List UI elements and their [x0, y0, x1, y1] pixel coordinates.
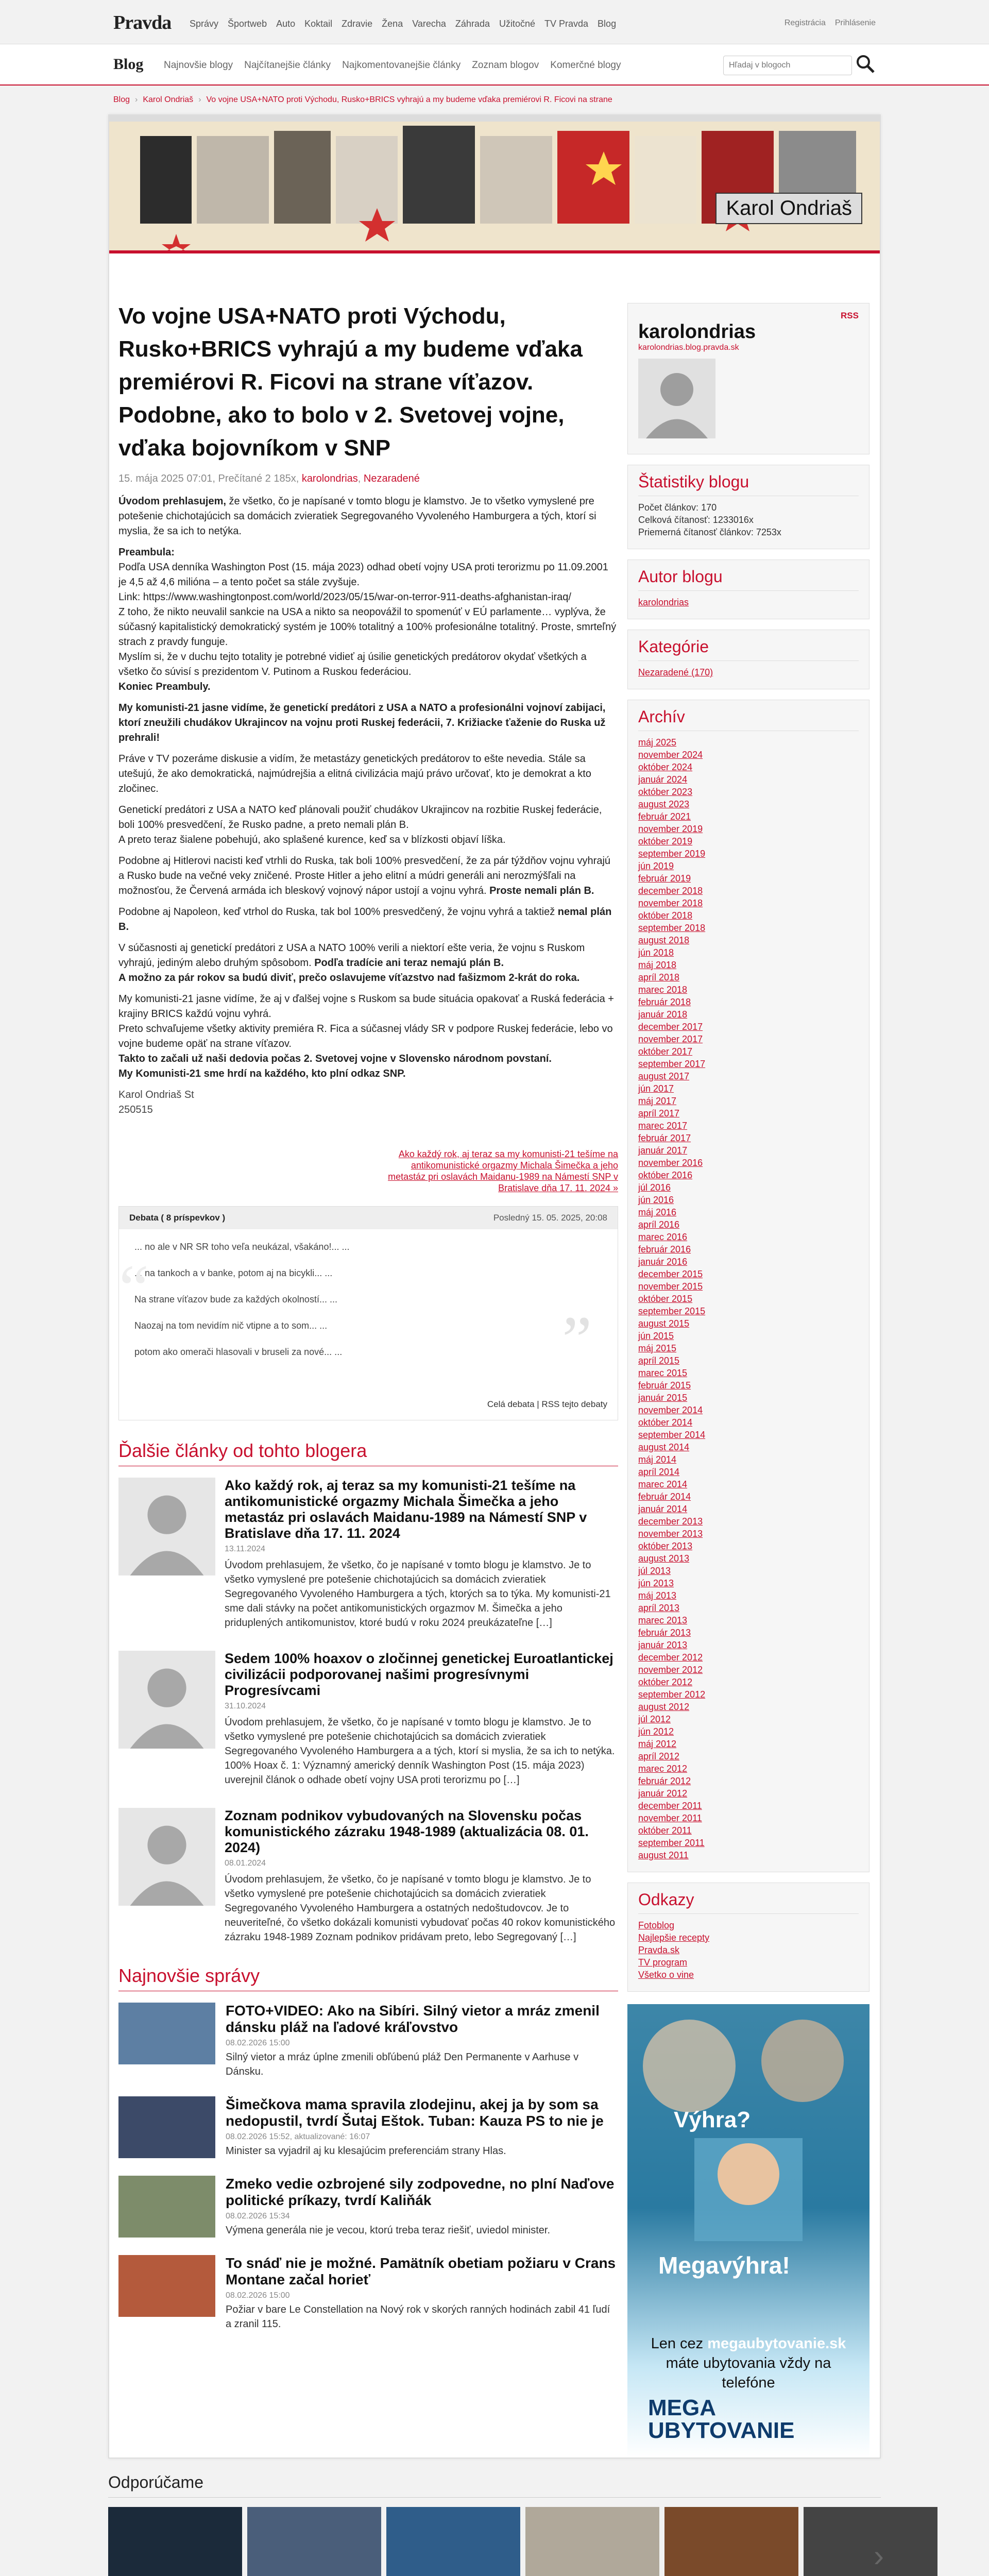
- archive-month-link[interactable]: marec 2013: [638, 1615, 688, 1625]
- news-thumbnail: [118, 2003, 215, 2064]
- recommended-image: [525, 2507, 659, 2576]
- archive-month-link[interactable]: október 2016: [638, 1170, 693, 1180]
- top-bar: [0, 0, 989, 44]
- archive-month-link[interactable]: december 2017: [638, 1022, 703, 1032]
- top-nav-item[interactable]: Žena: [382, 19, 403, 29]
- article-text: [225, 1651, 618, 1787]
- top-nav-item[interactable]: Správy: [190, 19, 219, 29]
- archive-month-link[interactable]: september 2012: [638, 1689, 706, 1700]
- news-excerpt: Silný vietor a mráz úplne zmenili obľúbenú pláž Den Permanente v Aarhuse v Dánsku.: [226, 2052, 579, 2077]
- ad-headline-1: Výhra?: [674, 2107, 751, 2132]
- archive-month-link[interactable]: august 2014: [638, 1442, 690, 1452]
- pravda-logo[interactable]: Pravda: [113, 12, 172, 33]
- archive-month-link[interactable]: október 2018: [638, 910, 693, 921]
- archive-month-link[interactable]: apríl 2013: [638, 1603, 680, 1613]
- recommended-image: [247, 2507, 381, 2576]
- blog-nav-item[interactable]: Komerčné blogy: [550, 60, 621, 71]
- article-text: [225, 1808, 618, 1944]
- archive-month-link[interactable]: november 2012: [638, 1665, 703, 1675]
- archive-month-link[interactable]: máj 2012: [638, 1739, 677, 1749]
- debate-rss-link[interactable]: RSS tejto debaty: [541, 1399, 607, 1409]
- blog-stats-box: [627, 465, 869, 549]
- archive-month-link[interactable]: október 2011: [638, 1825, 692, 1836]
- archive-month-link[interactable]: júl 2016: [638, 1182, 671, 1193]
- recommended-image: [386, 2507, 520, 2576]
- previous-article-link[interactable]: Ako každý rok, aj teraz sa my komunisti-21 tešíme na antikomunistické orgazmy Michala Šimečka a jeho metastáz pri oslavách Maidanu-1989 na Námestí SNP v Bratislave dňa 17. 11. 2024 »: [388, 1149, 618, 1193]
- news-text: [226, 2176, 618, 2238]
- stat-line: Priemerná čítanosť článkov: 7253x: [638, 527, 781, 537]
- stat-line: Celková čítanosť: 1233016x: [638, 515, 754, 525]
- paragraph: Genetickí predátori z USA a NATO keď plánovali použiť chudákov Ukrajincov na rozbitie Ruskej federácie, boli 100% presvedčení, že Rusko padne, a preto nemali plán B. A preto teraz šialene pobehujú, ako splašené kurence, keď sa v blízkosti objaví líška.: [118, 804, 602, 845]
- archive-box: [627, 700, 869, 1872]
- recommended-heading: Odporúčame: [108, 2473, 881, 2498]
- archive-month-link[interactable]: apríl 2012: [638, 1751, 680, 1761]
- banner-collage: [109, 115, 880, 250]
- news-date: 08.02.2026 15:52, aktualizované: 16:07: [226, 2132, 370, 2141]
- archive-month-link[interactable]: október 2017: [638, 1046, 693, 1057]
- article-date-reads: 15. mája 2025 07:01, Prečítané 2 185x,: [118, 473, 299, 484]
- search-icon[interactable]: [855, 54, 876, 74]
- archive-month-link[interactable]: máj 2018: [638, 960, 677, 970]
- more-article-date: 31.10.2024: [225, 1702, 266, 1710]
- article-avatar: [118, 1651, 215, 1749]
- paragraph: My komunisti-21 jasne vidíme, že aj v ďalšej vojne s Ruskom sa bude situácia opakovať a Ruská federácia + krajiny BRICS každú vojnu vyhrá. Preto schvaľujeme všetky aktivity premiéra R. Fica a súčasnej vlády SR v podpore Ruskej federácie, lebo vo vojne budeme opäť na strane víťazov. Takto to začali už naši dedovia počas 2. Svetovej vojne v Slovensko národnom povstaní. My Komunisti-21 sme hrdí na každého, kto plní odkaz SNP.: [118, 993, 614, 1079]
- archive-month-link[interactable]: január 2012: [638, 1788, 688, 1799]
- news-thumbnail: [118, 2176, 215, 2238]
- top-nav-item[interactable]: Auto: [276, 19, 296, 29]
- archive-month-link[interactable]: máj 2013: [638, 1590, 677, 1601]
- paragraph: Podobne aj Napoleon, keď vtrhol do Ruska, tak bol 100% presvedčený, že vojnu vyhrá a taktiež nemal plán B.: [118, 906, 612, 933]
- archive-month-link[interactable]: máj 2014: [638, 1454, 677, 1465]
- recommended-card[interactable]: [247, 2507, 381, 2576]
- debate-items: [119, 1229, 618, 1399]
- archive-month-link[interactable]: október 2023: [638, 787, 693, 797]
- more-article-excerpt: Úvodom prehlasujem, že všetko, čo je napísané v tomto blogu je klamstvo. Je to všetko vymyslené pre potešenie chichotajúcich sa domácich zvieratiek Segregovaného Vyvoleného Hamburgera a a tých, ktorí si myslia, že sa ich to netýka. 100% Hoax č. 1: Významný americký denník Washington Post (15. mája 2023) uverejnil článok o odhade obetí vojny USA proti terorizmu po […]: [225, 1717, 615, 1786]
- article-avatar: [118, 1808, 215, 1906]
- more-article-date: 08.01.2024: [225, 1859, 266, 1868]
- paragraph: Podobne aj Hitlerovi nacisti keď vtrhli do Ruska, tak boli 100% presvedčení, že za pár týždňov vojnu vyhrajú a Rusko bude na večné veky zničené. Proste Hitler a jeho elitní a múdri generáli ani nerozmýšľali na možnosťou, že Červená armáda ich bleskový vojnový nápor ustojí a vojnu vyhrá. Proste nemali plán B.: [118, 855, 611, 896]
- author-link[interactable]: karolondrias: [301, 473, 358, 484]
- archive-month-link[interactable]: október 2024: [638, 762, 693, 772]
- debate-comment[interactable]: potom ako omerači hlasovali v bruseli za nové... ...: [134, 1347, 343, 1357]
- archive-month-link[interactable]: február 2018: [638, 997, 691, 1007]
- news-item[interactable]: [118, 2255, 618, 2331]
- archive-month-link[interactable]: apríl 2015: [638, 1355, 680, 1366]
- carousel-next-icon[interactable]: ›: [874, 2538, 884, 2573]
- news-title[interactable]: FOTO+VIDEO: Ako na Sibíri. Silný vietor a mráz zmenil dánsku pláž na ľadové kráľovstvo: [226, 2003, 600, 2035]
- archive-month-link[interactable]: december 2011: [638, 1801, 702, 1811]
- news-text: [226, 2003, 618, 2079]
- archive-month-link[interactable]: marec 2018: [638, 985, 688, 995]
- avatar-placeholder-icon: [118, 1478, 215, 1575]
- archive-month-link[interactable]: január 2015: [638, 1393, 688, 1403]
- archive-month-link[interactable]: november 2024: [638, 750, 703, 760]
- paragraph: My komunisti-21 jasne vidíme, že genetickí predátori z USA a NATO a profesionálni vojnoví zabijaci, ktorí zneužili chudákov Ukrajincov na vojnu proti Ruskej federácii, 7. Križiacke ťaženie do Ruska už prehrali!: [118, 702, 606, 743]
- more-article-date: 13.11.2024: [225, 1545, 265, 1553]
- top-nav-item[interactable]: Blog: [598, 19, 617, 29]
- sidebar-link[interactable]: Pravda.sk: [638, 1945, 680, 1955]
- archive-month-link[interactable]: apríl 2014: [638, 1467, 680, 1477]
- archive-month-link[interactable]: september 2011: [638, 1838, 705, 1848]
- avatar-placeholder-icon: [118, 1808, 215, 1906]
- sidebar-link[interactable]: Všetko o vine: [638, 1970, 694, 1980]
- blog-stats-heading: Štatistiky blogu: [638, 472, 859, 496]
- more-article-excerpt: Úvodom prehlasujem, že všetko, čo je napísané v tomto blogu je klamstvo. Je to všetko vymyslené pre potešenie chichotajúcich sa domácich zvieratiek Segregovaného Vyvoleného Hamburgera a ostatných nedoštudovcov. Je to neuveriteľné, čo všetko dokázali komunisti vybudovať počas 40 rokov komunistického zázraku 1948-1989 Zoznam podnikov pridávam preto, lebo Segregovaný […]: [225, 1874, 616, 1943]
- archive-month-link[interactable]: apríl 2018: [638, 972, 680, 982]
- archive-month-link[interactable]: november 2017: [638, 1034, 703, 1044]
- breadcrumb-item[interactable]: Karol Ondriaš: [143, 95, 194, 104]
- archive-month-link[interactable]: október 2015: [638, 1294, 693, 1304]
- more-article-excerpt: Úvodom prehlasujem, že všetko, čo je napísané v tomto blogu je klamstvo. Je to všetko vymyslené pre potešenie chichotajúcich sa domácich zvieratiek Segregovaného Vyvoleného Hamburgera a tých, ktorých sa to týka. My komunisti-21 sme dali stávky na počet antikomunistických orgazmov M. Šimečka a jeho priduplených antikomunistov, ktoré budú v roku 2024 preukázateľne […]: [225, 1560, 611, 1629]
- archive-month-link[interactable]: január 2017: [638, 1145, 688, 1156]
- article-body: [118, 494, 618, 1117]
- archive-month-link[interactable]: január 2016: [638, 1257, 688, 1267]
- archive-month-link[interactable]: júl 2013: [638, 1566, 671, 1576]
- breadcrumb-separator: ›: [198, 95, 201, 104]
- sidebar-link[interactable]: Najlepšie recepty: [638, 1933, 710, 1943]
- archive-month-link[interactable]: august 2017: [638, 1071, 690, 1081]
- blogger-name[interactable]: karolondrias: [638, 321, 756, 343]
- news-text: [226, 2255, 618, 2331]
- recommended-card[interactable]: [525, 2507, 659, 2576]
- paragraph: V súčasnosti aj genetickí predátori z USA a NATO 100% verili a niektorí ešte veria, že vojnu s Ruskom vyhrajú, jediným alebo druhým spôsobom. Podľa tradície ani teraz nemajú plán B. A možno za pár rokov sa budú diviť, prečo oslavujeme víťazstvo nad fašizmom 2-krát do roka.: [118, 942, 585, 984]
- top-nav-item[interactable]: Koktail: [304, 19, 333, 29]
- archive-month-link[interactable]: september 2014: [638, 1430, 706, 1440]
- categories-heading: Kategórie: [638, 637, 859, 661]
- blog-nav-bar: [0, 44, 989, 86]
- archive-month-link[interactable]: október 2012: [638, 1677, 693, 1687]
- archive-month-link[interactable]: marec 2016: [638, 1232, 688, 1242]
- more-article[interactable]: [118, 1478, 618, 1630]
- news-item[interactable]: [118, 2176, 618, 2238]
- ad-banner[interactable]: [627, 2004, 869, 2458]
- quote-open-icon: “: [119, 1251, 149, 1326]
- archive-month-link[interactable]: február 2013: [638, 1628, 691, 1638]
- news-thumbnail: [118, 2255, 215, 2317]
- full-debate-link[interactable]: Celá debata: [487, 1399, 535, 1409]
- blog-nav-item[interactable]: Zoznam blogov: [472, 60, 539, 71]
- sidebar: [627, 253, 869, 2458]
- blog-nav-item[interactable]: Najnovšie blogy: [164, 60, 233, 71]
- archive-month-link[interactable]: január 2018: [638, 1009, 688, 1020]
- archive-month-link[interactable]: február 2021: [638, 811, 691, 822]
- more-article-title[interactable]: Sedem 100% hoaxov o zločinnej genetickej Euroatlantickej civilizácii podporovanej našimi progresívnymi Progresívcami: [225, 1651, 613, 1698]
- news-title[interactable]: Zmeko vedie ozbrojené sily zodpovedne, no plní Naďove politické príkazy, tvrdí Kaliňák: [226, 2176, 615, 2208]
- recommended-image: [804, 2507, 937, 2576]
- archive-month-link[interactable]: november 2011: [638, 1813, 702, 1823]
- more-article[interactable]: [118, 1808, 618, 1944]
- debate-title[interactable]: Debata ( 8 príspevkov ): [129, 1213, 226, 1223]
- preamble: Preambula: Podľa USA denníka Washington Post (15. mája 2023) odhad obetí vojny USA proti terorizmu po 11.09.2001 je 4,5 až 4,6 milióna – a tento počet sa stále zvyšuje. Link: https://www.washingtonpost.com/world/2023/05/15/war-on-terror-911-deaths-afghanistan-iraq/ Z toho, že nikto neuvalil sankcie na USA a nikto sa neopovážil to spomenúť v EÚ parlamente… vyplýva, že súčasný kapitalistický demokratický systém je 100% totalitný a 100% profesionálne totalitný. Proste, smrteľný strach z pravdy funguje. Myslím si, že v duchu tejto totality je potrebné vidieť aj úsilie genetických predátorov okydať všetkých a všetko čo súvisí s prezidentom V. Putinom a Ruskou federáciou. Koniec Preambuly.: [118, 547, 617, 692]
- ad-brand-logo: MEGA UBYTOVANIE: [648, 2395, 795, 2443]
- author-link[interactable]: karolondrias: [638, 597, 689, 607]
- more-articles-list: [118, 1478, 618, 1944]
- blogger-url[interactable]: karolondrias.blog.pravda.sk: [638, 343, 739, 352]
- avatar-placeholder-icon: [638, 359, 715, 438]
- archive-month-link[interactable]: august 2018: [638, 935, 690, 945]
- archive-month-link[interactable]: jún 2015: [638, 1331, 674, 1341]
- paragraph: Práve v TV pozeráme diskusie a vidím, že metastázy genetických predátorov to ešte nevedia. Stále sa utešujú, že ako demokratická, najmúdrejšia a elitná civilizácia majú právo určovať, kto je demokrat a kto zločinec.: [118, 753, 591, 794]
- archive-month-link[interactable]: august 2023: [638, 799, 690, 809]
- top-nav: [190, 19, 616, 29]
- top-nav-item[interactable]: Záhrada: [455, 19, 490, 29]
- latest-news-list: [118, 2003, 618, 2331]
- top-nav-item[interactable]: TV Pravda: [544, 19, 589, 29]
- recommended-card[interactable]: [386, 2507, 520, 2576]
- archive-month-link[interactable]: august 2011: [638, 1850, 689, 1860]
- category-link[interactable]: Nezaradené (170): [638, 667, 713, 677]
- archive-month-link[interactable]: október 2019: [638, 836, 693, 846]
- recommended-card[interactable]: [664, 2507, 798, 2576]
- archive-month-link[interactable]: máj 2017: [638, 1096, 677, 1106]
- recommended-image: [108, 2507, 242, 2576]
- breadcrumb-separator: ›: [135, 95, 138, 104]
- ad-text: Len cez megaubytovanie.sk máte ubytovania vždy na telefóne: [651, 2335, 846, 2391]
- stat-line: Počet článkov: 170: [638, 502, 717, 513]
- breadcrumb-item[interactable]: Vo vojne USA+NATO proti Východu, Rusko+BRICS vyhrajú a my budeme vďaka premiérovi R. Ficovi na strane: [206, 95, 612, 104]
- blogger-profile: [627, 303, 869, 454]
- article-title: Vo vojne USA+NATO proti Východu, Rusko+BRICS vyhrajú a my budeme vďaka premiérovi R. Ficovi na strane víťazov. Podobne, ako to bolo v 2. Svetovej vojne, vďaka bojovníkom v SNP: [118, 303, 583, 461]
- archive-month-link[interactable]: november 2015: [638, 1281, 703, 1292]
- search-input[interactable]: [723, 56, 852, 75]
- paragraph: Úvodom prehlasujem, že všetko, čo je napísané v tomto blogu je klamstvo. Je to všetko vymyslené pre potešenie chichotajúcich sa domácich zvieratiek Segregovaného Vyvoleného Hamburgera a tých, ktorí si myslia, že sa ich to netýka.: [118, 496, 596, 537]
- top-nav-item[interactable]: Varecha: [412, 19, 446, 29]
- archive-month-link[interactable]: júl 2012: [638, 1714, 671, 1724]
- more-article-title[interactable]: Zoznam podnikov vybudovaných na Slovensku počas komunistického zázraku 1948-1989 (aktualizácia 08. 01. 2024): [225, 1808, 589, 1855]
- blog-author-heading: Autor blogu: [638, 567, 859, 591]
- category-link[interactable]: Nezaradené: [363, 473, 420, 484]
- archive-month-link[interactable]: máj 2025: [638, 737, 677, 748]
- blog-page: [108, 114, 881, 2459]
- news-excerpt: Výmena generála nie je vecou, ktorú treba teraz riešiť, uviedol minister.: [226, 2225, 551, 2236]
- top-nav-item[interactable]: Zdravie: [342, 19, 373, 29]
- news-date: 08.02.2026 15:00: [226, 2039, 290, 2047]
- archive-month-link[interactable]: december 2012: [638, 1652, 703, 1663]
- archive-month-link[interactable]: marec 2015: [638, 1368, 688, 1378]
- archive-heading: Archív: [638, 707, 859, 731]
- quote-close-icon: ”: [562, 1303, 592, 1377]
- article-meta: 15. mája 2025 07:01, Prečítané 2 185x, karolondrias, Nezaradené: [118, 473, 420, 484]
- archive-month-link[interactable]: november 2018: [638, 898, 703, 908]
- breadcrumb-item[interactable]: Blog: [113, 95, 130, 104]
- archive-month-link[interactable]: február 2019: [638, 873, 691, 884]
- blog-nav-item[interactable]: Najčítanejšie články: [244, 60, 331, 71]
- archive-month-link[interactable]: november 2013: [638, 1529, 703, 1539]
- archive-month-link[interactable]: september 2018: [638, 923, 706, 933]
- archive-month-link[interactable]: november 2019: [638, 824, 703, 834]
- blog-author-box: [627, 560, 869, 619]
- blog-section-title[interactable]: Blog: [113, 56, 144, 73]
- debate-last-post: Posledný 15. 05. 2025, 20:08: [493, 1213, 607, 1223]
- blog-nav: [164, 60, 621, 71]
- news-thumbnail: [118, 2096, 215, 2158]
- recommended-card[interactable]: [108, 2507, 242, 2576]
- archive-month-link[interactable]: jún 2012: [638, 1726, 674, 1737]
- archive-month-link[interactable]: november 2016: [638, 1158, 703, 1168]
- archive-month-link[interactable]: január 2014: [638, 1504, 688, 1514]
- links-heading: Odkazy: [638, 1890, 859, 1914]
- breadcrumb: [108, 86, 881, 114]
- archive-month-link[interactable]: november 2014: [638, 1405, 703, 1415]
- debate-comment[interactable]: ... na tankoch a v banke, potom aj na bicykli... ...: [134, 1268, 333, 1278]
- blog-banner: [109, 115, 880, 253]
- article-text: [225, 1478, 618, 1630]
- signature: Karol Ondriaš St 250515: [118, 1089, 194, 1115]
- archive-month-link[interactable]: december 2015: [638, 1269, 703, 1279]
- archive-month-link[interactable]: február 2012: [638, 1776, 691, 1786]
- news-date: 08.02.2026 15:00: [226, 2291, 290, 2300]
- news-date: 08.02.2026 15:34: [226, 2212, 290, 2221]
- sidebar-link[interactable]: Fotoblog: [638, 1920, 675, 1930]
- more-article-title[interactable]: Ako každý rok, aj teraz sa my komunisti-21 tešíme na antikomunistické orgazmy Michala Šimečka a jeho metastáz pri oslavách Maidanu-1989 na Námestí SNP v Bratislave dňa 17. 11. 2024: [225, 1478, 587, 1541]
- more-article[interactable]: [118, 1651, 618, 1787]
- archive-month-link[interactable]: september 2015: [638, 1306, 706, 1316]
- archive-month-link[interactable]: február 2016: [638, 1244, 691, 1255]
- archive-month-link[interactable]: október 2013: [638, 1541, 693, 1551]
- archive-month-link[interactable]: jún 2016: [638, 1195, 674, 1205]
- archive-month-link[interactable]: august 2015: [638, 1318, 690, 1329]
- debate-header: [119, 1207, 618, 1229]
- archive-month-link[interactable]: september 2019: [638, 849, 706, 859]
- news-item[interactable]: [118, 2096, 618, 2158]
- archive-month-link[interactable]: jún 2019: [638, 861, 674, 871]
- archive-month-link[interactable]: máj 2016: [638, 1207, 677, 1217]
- blog-nav-item[interactable]: Najkomentovanejšie články: [342, 60, 461, 71]
- recommended-image: [664, 2507, 798, 2576]
- recommended-carousel: [108, 2507, 884, 2576]
- archive-month-link[interactable]: jún 2013: [638, 1578, 674, 1588]
- blogger-avatar: [638, 359, 715, 438]
- archive-month-link[interactable]: marec 2014: [638, 1479, 688, 1489]
- news-text: [226, 2096, 618, 2158]
- top-nav-item[interactable]: Užitočné: [499, 19, 535, 29]
- archive-month-link[interactable]: február 2014: [638, 1492, 691, 1502]
- archive-month-link[interactable]: jún 2018: [638, 947, 674, 958]
- account-link[interactable]: Prihlásenie: [834, 19, 876, 27]
- archive-month-link[interactable]: jún 2017: [638, 1083, 674, 1094]
- news-excerpt: Minister sa vyjadril aj ku klesajúcim preferenciám strany Hlas.: [226, 2145, 506, 2157]
- top-nav-item[interactable]: Športweb: [228, 19, 267, 29]
- archive-month-link[interactable]: marec 2017: [638, 1121, 688, 1131]
- archive-month-link[interactable]: apríl 2016: [638, 1219, 680, 1230]
- banner-owner-name: Karol Ondriaš: [715, 193, 862, 224]
- archive-month-link[interactable]: august 2012: [638, 1702, 690, 1712]
- account-links: [785, 19, 876, 28]
- news-title[interactable]: To snáď nie je možné. Pamätník obetiam požiaru v Crans Montane začal horieť: [226, 2255, 616, 2287]
- archive-month-link[interactable]: december 2018: [638, 886, 703, 896]
- debate-box: [118, 1206, 618, 1420]
- debate-footer: Celá debata | RSS tejto debaty: [487, 1399, 607, 1409]
- links-box: [627, 1883, 869, 1992]
- article-avatar: [118, 1478, 215, 1575]
- profile-rss-link[interactable]: RSS: [841, 311, 859, 320]
- archive-month-link[interactable]: január 2013: [638, 1640, 688, 1650]
- archive-month-link[interactable]: december 2013: [638, 1516, 703, 1527]
- archive-month-link[interactable]: február 2015: [638, 1380, 691, 1391]
- debate-comment[interactable]: Na strane víťazov bude za každých okolností... ...: [134, 1294, 337, 1304]
- ad-headline-2: Megavýhra!: [658, 2252, 790, 2279]
- debate-comment[interactable]: Naozaj na tom nevidím nič vtipne a to som... ...: [134, 1320, 328, 1331]
- latest-news-heading: Najnovšie správy: [118, 1965, 618, 1991]
- news-title[interactable]: Šimečkova mama spravila zlodejinu, akej ja by som sa nedopustil, tvrdí Šutaj Eštok. Tuban: Kauza PS to nie je: [226, 2096, 604, 2129]
- news-item[interactable]: [118, 2003, 618, 2079]
- avatar-placeholder-icon: [118, 1651, 215, 1749]
- archive-month-link[interactable]: január 2024: [638, 774, 688, 785]
- archive-month-link[interactable]: apríl 2017: [638, 1108, 680, 1118]
- archive-month-link[interactable]: máj 2015: [638, 1343, 677, 1353]
- account-link[interactable]: Registrácia: [784, 19, 826, 27]
- main-column: [118, 253, 618, 2458]
- news-excerpt: Požiar v bare Le Constellation na Nový rok v skorých ranných hodinách zabil 41 ľudí a zranil 115.: [226, 2304, 610, 2330]
- archive-month-link[interactable]: august 2013: [638, 1553, 690, 1564]
- categories-box: [627, 630, 869, 689]
- archive-month-link[interactable]: október 2014: [638, 1417, 693, 1428]
- archive-month-link[interactable]: september 2017: [638, 1059, 706, 1069]
- debate-comment[interactable]: ... no ale v NR SR toho veľa neukázal, všakáno!... ...: [134, 1242, 350, 1252]
- sidebar-link[interactable]: TV program: [638, 1957, 688, 1968]
- archive-month-link[interactable]: február 2017: [638, 1133, 691, 1143]
- archive-month-link[interactable]: marec 2012: [638, 1764, 688, 1774]
- more-articles-heading: Ďalšie články od tohto blogera: [118, 1440, 618, 1466]
- recommended-card[interactable]: [804, 2507, 937, 2576]
